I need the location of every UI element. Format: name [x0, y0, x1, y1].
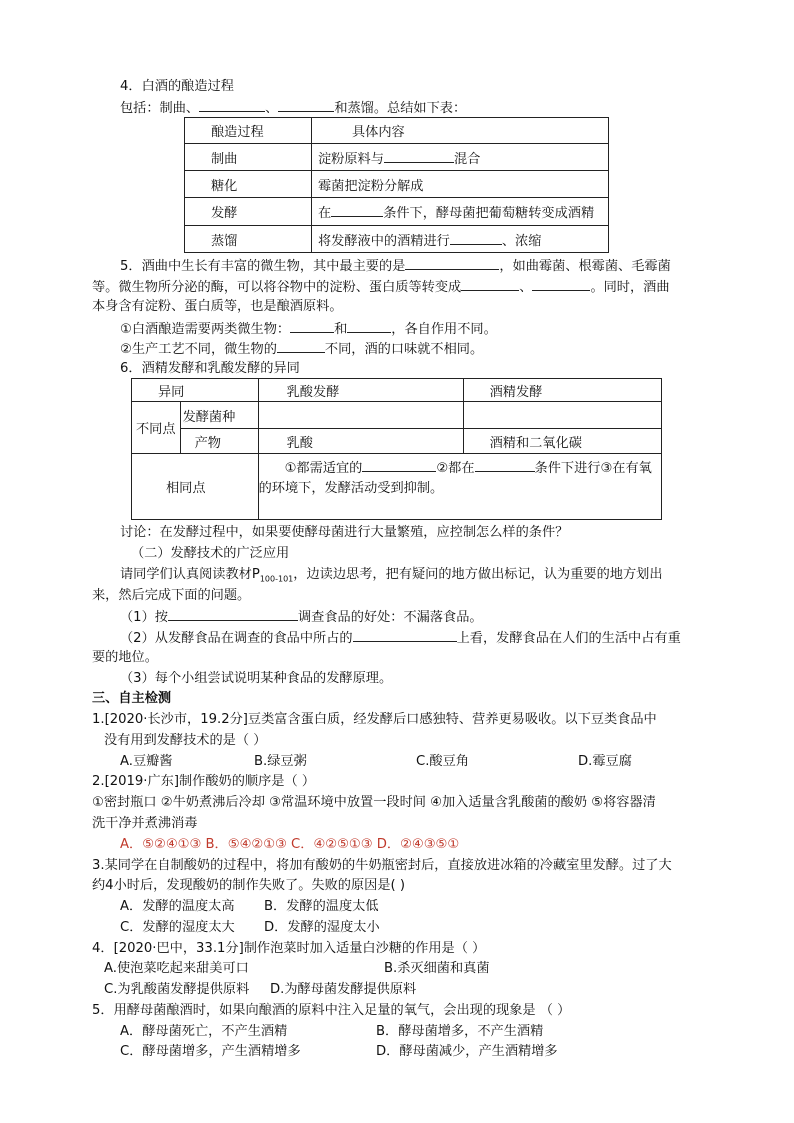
section5-line1: 5．酒曲中生长有丰富的微生物，其中最主要的是 ，如曲霉菌、根霉菌、毛霉菌: [120, 256, 671, 276]
blank[interactable]: [347, 319, 391, 333]
table-header: 具体内容: [312, 118, 609, 144]
option-a[interactable]: A．酵母菌死亡，不产生酒精: [120, 1024, 288, 1039]
blank[interactable]: [405, 256, 499, 270]
blank[interactable]: [277, 339, 325, 353]
part2-q2: （2）从发酵食品在调查的食品中所占的 上看，发酵食品在人们的生活中占有重: [120, 628, 681, 648]
blank[interactable]: [290, 319, 334, 333]
blank[interactable]: [168, 607, 298, 621]
table-cell: 酒精和二氧化碳: [463, 429, 661, 454]
table-cell: 淀粉原料与 混合: [312, 144, 609, 171]
question1: 1.[2020·长沙市，19.2分]豆类富含蛋白质，经发酵后口感独特、营养更易吸收。以下豆类食品中: [92, 712, 657, 727]
table-header: 酿造过程: [185, 118, 312, 144]
option-b[interactable]: B．酵母菌增多，不产生酒精: [376, 1024, 544, 1039]
section5-line2: 等。微生物所分泌的酶，可以将谷物中的淀粉、蛋白质等转变成 、 。同时，酒曲: [92, 277, 670, 297]
question2-steps: ①密封瓶口 ②牛奶煮沸后冷却 ③常温环境中放置一段时间 ④加入适量含乳酸菌的酸奶 ⑤将容器清: [92, 795, 656, 810]
section5-line3: 本身含有淀粉、蛋白质等，也是酿酒原料。: [92, 299, 343, 314]
blank[interactable]: [532, 277, 590, 291]
table-cell: 相同点: [132, 454, 259, 520]
table-cell: 霉菌把淀粉分解成: [312, 171, 609, 198]
option-d[interactable]: D.为酵母菌发酵提供原料: [270, 982, 417, 997]
option-a[interactable]: A．发酵的温度太高: [120, 899, 235, 914]
table-cell: 制曲: [185, 144, 312, 171]
blank[interactable]: [199, 98, 265, 112]
option-c[interactable]: C．酵母菌增多，产生酒精增多: [120, 1044, 301, 1059]
question2-options[interactable]: A．⑤②④①③ B．⑤④②①③ C．④②⑤①③ D．②④③⑤①: [120, 837, 460, 852]
option-d[interactable]: D.霉豆腐: [578, 754, 632, 769]
option-c[interactable]: C.酸豆角: [416, 754, 469, 769]
question3: 3.某同学在自制酸奶的过程中，将加有酸奶的牛奶瓶密封后，直接放进冰箱的冷藏室里发酵。过了大: [92, 858, 672, 873]
table-cell: 糖化: [185, 171, 312, 198]
brewing-table: [184, 117, 609, 253]
question3-cont: 约4小时后，发现酸奶的制作失败了。失败的原因是( ): [92, 878, 405, 893]
option-c[interactable]: C．发酵的湿度太大: [120, 920, 235, 935]
table-cell: 蒸馏: [185, 226, 312, 253]
part2-q3: （3）每个小组尝试说明某种食品的发酵原理。: [120, 671, 393, 686]
option-b[interactable]: B.绿豆粥: [254, 754, 307, 769]
option-b[interactable]: B.杀灭细菌和真菌: [384, 961, 490, 976]
part3-title: 三、自主检测: [92, 691, 172, 706]
blank[interactable]: [278, 98, 334, 112]
table-cell: 在 条件下，酵母菌把葡萄糖转变成酒精: [312, 198, 609, 226]
option-c[interactable]: C.为乳酸菌发酵提供原料: [104, 982, 250, 997]
table-header: 异同: [132, 379, 259, 402]
part2-q2-cont: 要的地位。: [92, 650, 158, 665]
table-cell: 不同点: [132, 402, 181, 454]
option-d[interactable]: D．酵母菌减少，产生酒精增多: [376, 1044, 558, 1059]
option-d[interactable]: D．发酵的湿度太小: [264, 920, 380, 935]
blank[interactable]: [353, 628, 457, 642]
question1-cont: 没有用到发酵技术的是（ ）: [104, 733, 267, 748]
blank[interactable]: [450, 231, 502, 245]
blank[interactable]: [384, 149, 454, 163]
table-cell: 发酵: [185, 198, 312, 226]
table-header: 酒精发酵: [463, 379, 661, 402]
part2-q1: （1）按 调查食品的好处：不漏落食品。: [120, 607, 483, 627]
blank[interactable]: [362, 458, 436, 472]
section4-title: 4．白酒的酿造过程: [120, 79, 234, 94]
table-cell: 产物: [180, 429, 258, 454]
table-cell: [463, 402, 661, 429]
question5: 5．用酵母菌酿酒时，如果向酿酒的原料中注入足量的氧气，会出现的现象是 （ ）: [92, 1003, 571, 1018]
blank[interactable]: [331, 203, 383, 217]
option-a[interactable]: A.豆瓣酱: [120, 754, 173, 769]
table-cell: ①都需适宜的 ②都在 条件下进行③在有氧 的环境下，发酵活动受到抑制。: [258, 454, 661, 520]
table-cell: 将发酵液中的酒精进行 、浓缩: [312, 226, 609, 253]
table-cell: 乳酸: [258, 429, 463, 454]
part2-para-line2: 来，然后完成下面的问题。: [92, 588, 251, 603]
question2-steps-cont: 洗干净并煮沸消毒: [92, 816, 198, 831]
section5-line4: ①白酒酿造需要两类微生物： 和 ，各自作用不同。: [120, 319, 497, 339]
option-b[interactable]: B．发酵的温度太低: [264, 899, 379, 914]
option-a[interactable]: A.使泡菜吃起来甜美可口: [104, 961, 249, 976]
question4: 4．[2020·巴中，33.1分]制作泡菜时加入适量白沙糖的作用是（ ）: [92, 941, 486, 956]
section6-title: 6．酒精发酵和乳酸发酵的异同: [120, 361, 300, 376]
part2-title: （二）发酵技术的广泛应用: [131, 546, 290, 561]
table-header: 乳酸发酵: [258, 379, 463, 402]
table-cell: [258, 402, 463, 429]
discussion: 讨论：在发酵过程中，如果要使酵母菌进行大量繁殖，应控制怎么样的条件？: [120, 525, 569, 540]
blank[interactable]: [475, 458, 535, 472]
question2: 2.[2019·广东]制作酸奶的顺序是（ ）: [92, 774, 316, 789]
part2-para-line1: 请同学们认真阅读教材$P_{100-101}$，边读边思考，把有疑问的地方做出标记，认为重要的地方划出: [120, 567, 663, 584]
section4-intro: 包括：制曲、 、 和蒸馏。总结如下表：: [120, 98, 466, 118]
blank[interactable]: [461, 277, 519, 291]
table-cell: 发酵菌种: [180, 402, 258, 429]
section5-line5: ②生产工艺不同，微生物的 不同，酒的口味就不相同。: [120, 339, 483, 359]
fermentation-table: [131, 378, 662, 520]
